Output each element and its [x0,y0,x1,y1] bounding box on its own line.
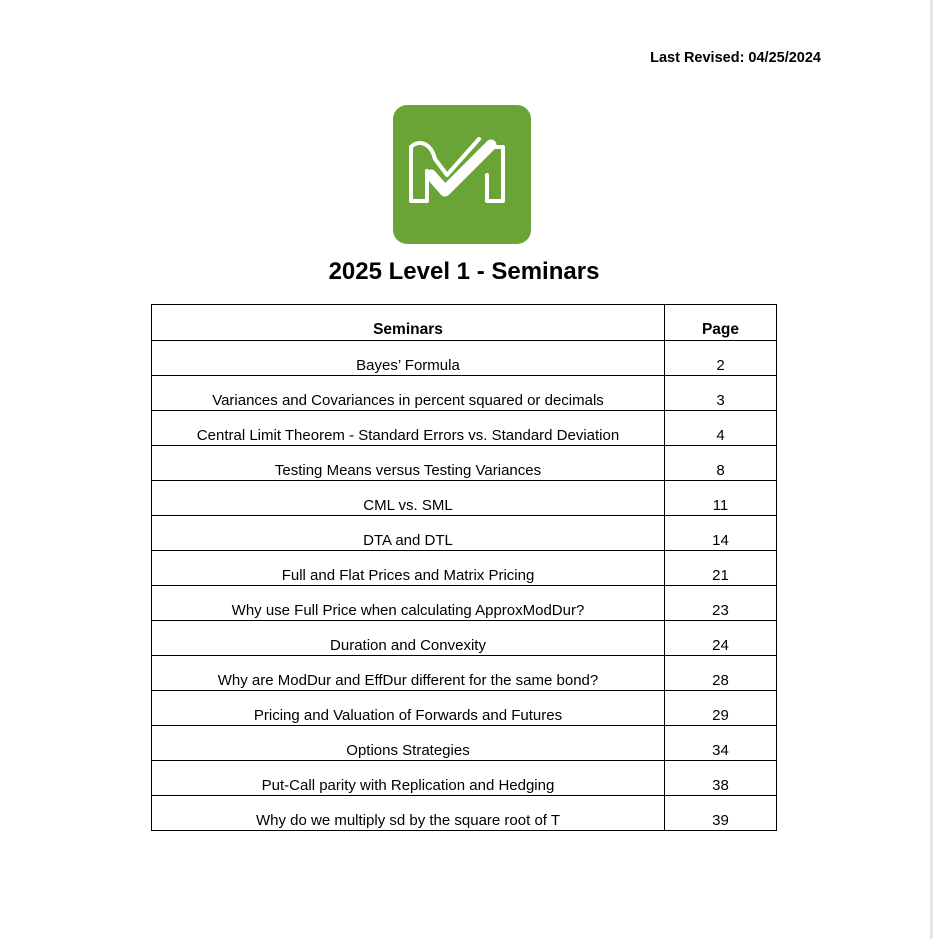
table-row [152,726,777,761]
page-number: 34 [665,726,777,761]
table-row [152,796,777,831]
table-row [152,551,777,586]
table-row [152,656,777,691]
seminar-title: CML vs. SML [152,481,665,516]
seminar-title: Bayes’ Formula [152,341,665,376]
page-number: 2 [665,341,777,376]
seminar-title: Central Limit Theorem - Standard Errors vs. Standard Deviation [152,411,665,446]
seminar-title: Full and Flat Prices and Matrix Pricing [152,551,665,586]
table-row [152,446,777,481]
table-row [152,411,777,446]
seminar-title: DTA and DTL [152,516,665,551]
page-number: 39 [665,796,777,831]
table-row [152,376,777,411]
seminars-table [151,304,777,831]
page-number: 38 [665,761,777,796]
table-row [152,341,777,376]
table-row [152,516,777,551]
page-number: 3 [665,376,777,411]
seminar-title: Why do we multiply sd by the square root of T [152,796,665,831]
table-row [152,586,777,621]
page-number: 24 [665,621,777,656]
seminar-title: Pricing and Valuation of Forwards and Futures [152,691,665,726]
table-row [152,481,777,516]
seminar-title: Put-Call parity with Replication and Hedging [152,761,665,796]
table-header-row [152,305,777,341]
page-number: 29 [665,691,777,726]
column-header-page: Page [665,305,777,341]
page-number: 14 [665,516,777,551]
page-number: 8 [665,446,777,481]
table-row [152,621,777,656]
seminar-title: Why are ModDur and EffDur different for the same bond? [152,656,665,691]
seminar-title: Duration and Convexity [152,621,665,656]
page-number: 23 [665,586,777,621]
last-revised-date: Last Revised: 04/25/2024 [650,50,821,66]
seminar-title: Variances and Covariances in percent squared or decimals [152,376,665,411]
seminar-title: Why use Full Price when calculating ApproxModDur? [152,586,665,621]
column-header-seminars: Seminars [152,305,665,341]
seminar-title: Options Strategies [152,726,665,761]
mv-checkmark-logo-icon [393,105,531,244]
table-row [152,761,777,796]
page-number: 11 [665,481,777,516]
page-title: 2025 Level 1 - Seminars [328,258,600,285]
table-row [152,691,777,726]
page-number: 4 [665,411,777,446]
page-number: 21 [665,551,777,586]
page-number: 28 [665,656,777,691]
seminar-title: Testing Means versus Testing Variances [152,446,665,481]
